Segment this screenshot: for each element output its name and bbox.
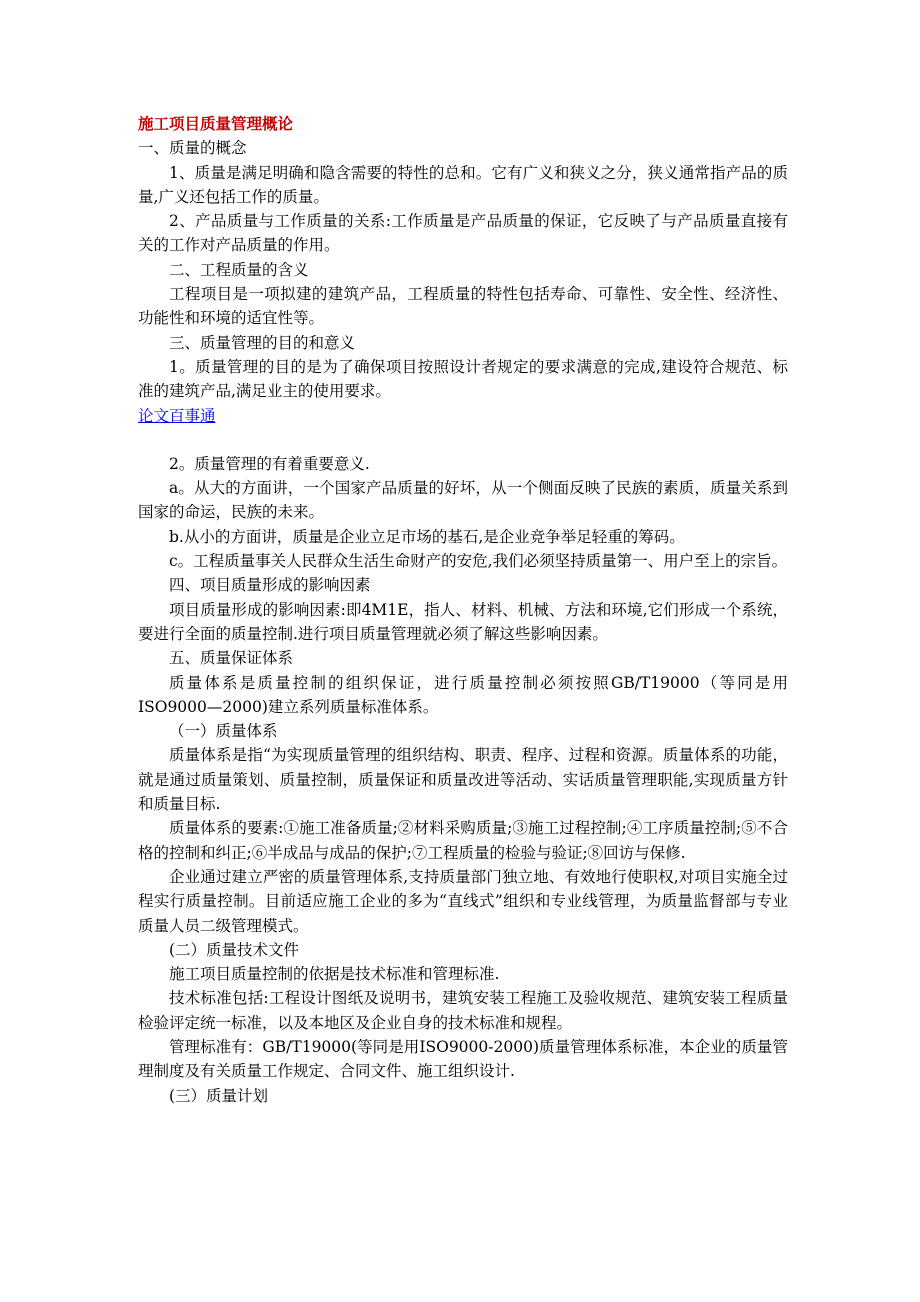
blank-line xyxy=(138,428,788,452)
paragraph: 质量体系是指“为实现质量管理的组织结构、职责、程序、过程和资源。质量体系的功能，就是通过质量策划、质量控制，质量保证和质量改进等活动、实话质量管理职能,实现质量方针和质量目标. xyxy=(138,746,788,814)
paragraph: 项目质量形成的影响因素:即4M1E，指人、材料、机械、方法和环境,它们形成一个系统，要进行全面的质量控制.进行项目质量管理就必须了解这些影响因素。 xyxy=(138,600,788,643)
section-heading-4: 四、项目质量形成的影响因素 xyxy=(169,576,371,595)
paragraph: 质量体系是质量控制的组织保证，进行质量控制必须按照GB/T19000（等同是用ISO9000—2000)建立系列质量标准体系。 xyxy=(138,673,788,716)
document-title: 施工项目质量管理概论 xyxy=(138,114,294,133)
paragraph: 企业通过建立严密的质量管理体系,支持质量部门独立地、有效地行使职权,对项目实施全过程实行质量控制。目前适应施工企业的多为“直线式”组织和专业线管理，为质量监督部与专业质量人员二级管理模式。 xyxy=(138,867,788,935)
document-page xyxy=(138,112,788,1108)
paragraph: b.从小的方面讲，质量是企业立足市场的基石,是企业竞争举足轻重的筹码。 xyxy=(169,527,685,546)
paragraph: 2、产品质量与工作质量的关系:工作质量是产品质量的保证，它反映了与产品质量直接有关的工作对产品质量的作用。 xyxy=(138,212,788,255)
section-heading-5: 五、质量保证体系 xyxy=(169,649,294,668)
subsection-heading-2: (二）质量技术文件 xyxy=(169,940,300,959)
paragraph: c。工程质量事关人民群众生活生命财产的安危,我们必须坚持质量第一、用户至上的宗旨。 xyxy=(169,552,788,571)
subsection-heading-1: （一）质量体系 xyxy=(169,722,278,741)
paragraph: a。从大的方面讲，一个国家产品质量的好坏，从一个侧面反映了民族的素质，质量关系到国家的命运，民族的未来。 xyxy=(138,479,788,522)
paragraph: 2。质量管理的有着重要意义. xyxy=(169,454,370,473)
section-heading-3: 三、质量管理的目的和意义 xyxy=(169,333,356,352)
subsection-heading-3: (三）质量计划 xyxy=(169,1086,269,1105)
paragraph: 工程项目是一项拟建的建筑产品，工程质量的特性包括寿命、可靠性、安全性、经济性、功能性和环境的适宜性等。 xyxy=(138,285,788,328)
section-heading-2: 二、工程质量的含义 xyxy=(169,260,309,279)
paragraph: 技术标准包括:工程设计图纸及说明书，建筑安装工程施工及验收规范、建筑安装工程质量检验评定统一标准，以及本地区及企业自身的技术标准和规程。 xyxy=(138,989,788,1032)
paragraph: 施工项目质量控制的依据是技术标准和管理标准. xyxy=(169,965,500,984)
paragraph: 1。质量管理的目的是为了确保项目按照设计者规定的要求满意的完成,建设符合规范、标准的建筑产品,满足业主的使用要求。 xyxy=(138,357,788,401)
paragraph: 管理标准有：GB/T19000(等同是用ISO9000-2000)质量管理体系标准，本企业的质量管理制度及有关质量工作规定、合同文件、施工组织设计. xyxy=(138,1037,788,1081)
section-heading-1: 一、质量的概念 xyxy=(138,139,247,158)
paragraph: 1、质量是满足明确和隐含需要的特性的总和。它有广义和狭义之分，狭义通常指产品的质量,广义还包括工作的质量。 xyxy=(138,163,788,206)
paragraph: 质量体系的要素:①施工准备质量;②材料采购质量;③施工过程控制;④工序质量控制;⑤不合格的控制和纠正;⑥半成品与成品的保护;⑦工程质量的检验与验证;⑧回访与保修. xyxy=(138,819,788,862)
source-link[interactable]: 论文百事通 xyxy=(138,406,216,425)
